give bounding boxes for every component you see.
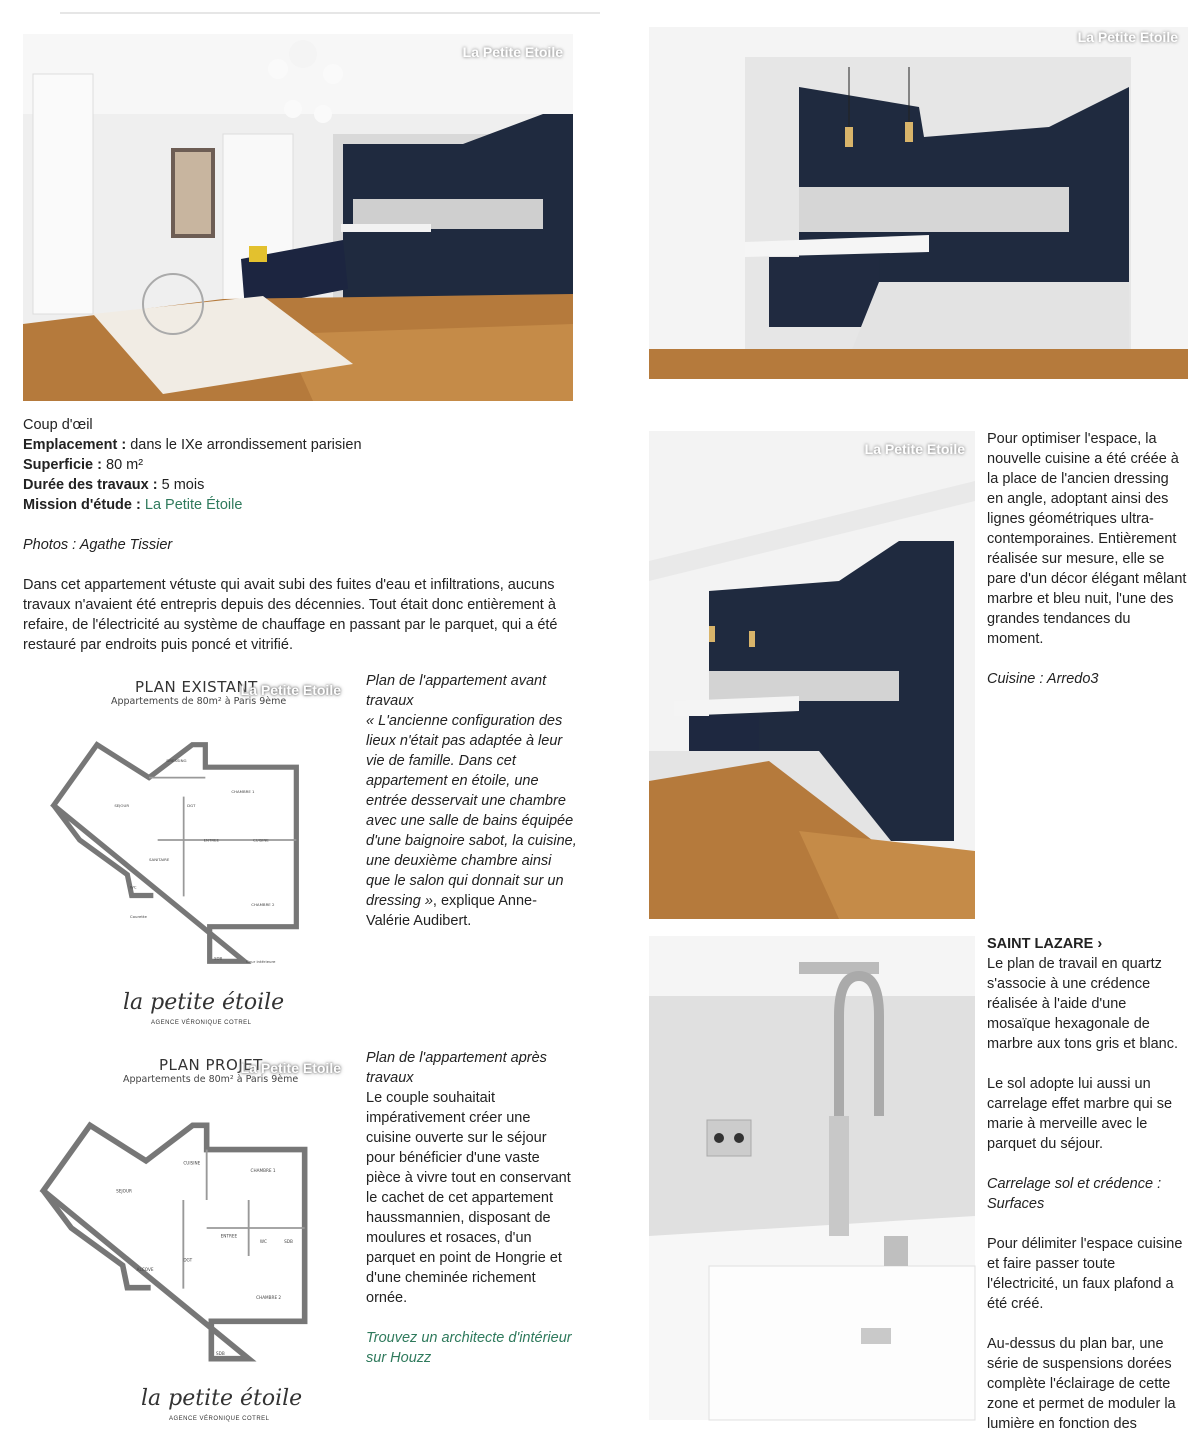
- room-label: SEJOUR: [114, 803, 130, 809]
- location-value: dans le IXe arrondissement parisien: [130, 437, 362, 453]
- plan-before-subtitle: Appartements de 80m² à Paris 9ème: [111, 696, 287, 707]
- room-label: ENTREE: [203, 837, 219, 843]
- lazare-paragraph-2: Le sol adopte lui aussi un carrelage effet marbre qui se marie à merveille avec le parquet du séjour.: [987, 1076, 1173, 1152]
- intro-paragraph: Dans cet appartement vétuste qui avait subi des fuites d'eau et infiltrations, aucuns travaux n'avaient été entrepris depuis des décennies. Tout était donc entièrement à refaire, de l'électricité au système de chauffage en passant par le parquet, qui a été restauré par endroits puis poncé et vitrifié.: [23, 577, 558, 653]
- room-label: SDB: [284, 1238, 293, 1244]
- plan-before-image: [23, 672, 353, 1032]
- room-label: CUISINE: [183, 1160, 201, 1166]
- room-label: CHAMBRE 1: [231, 789, 255, 795]
- watermark: La Petite Etoile: [240, 682, 341, 698]
- plan-before-author: , explique Anne-Valérie Audibert.: [366, 893, 537, 929]
- glance-heading: Coup d'œil: [23, 417, 93, 433]
- top-divider: [60, 12, 600, 14]
- plan-before-brand: la petite étoile: [123, 990, 285, 1015]
- plan-before-caption-title: Plan de l'appartement avant travaux: [366, 673, 547, 709]
- watermark: La Petite Etoile: [1077, 29, 1178, 45]
- plan-after-caption-body: Le couple souhaitait impérativement créer une cuisine ouverte sur le séjour pour bénéficier d'une vaste pièce à vivre tout en conservant le cachet de cet appartement haussmannien, disposant de moulures et rosaces, d'un parquet en point de Hongrie et d'une cheminée richement ornée.: [366, 1090, 571, 1306]
- room-label: WC: [259, 1238, 267, 1244]
- location-label: Emplacement :: [23, 437, 127, 453]
- lazare-paragraph-1: Le plan de travail en quartz s'associe à une crédence réalisée à l'aide d'une mosaïque hexagonale de marbre aux tons gris et blanc.: [987, 956, 1179, 1052]
- plan-after-image: [23, 1050, 353, 1428]
- saint-lazare-text: [987, 934, 1187, 1432]
- plan-before-caption: [366, 671, 578, 931]
- saint-lazare-link[interactable]: [987, 934, 1187, 954]
- room-label: CUISINE: [253, 837, 269, 843]
- room-label: CHAMBRE 2: [256, 1294, 282, 1300]
- room-label: SEJOUR: [116, 1188, 132, 1194]
- faucet-photo: [649, 936, 975, 1420]
- room-label: SANITAIRE: [149, 856, 170, 862]
- plan-after-subtitle: Appartements de 80m² à Paris 9ème: [123, 1074, 299, 1085]
- watermark: La Petite Etoile: [240, 1060, 341, 1076]
- lazare-tile-credit: Carrelage sol et crédence : Surfaces: [987, 1176, 1162, 1212]
- plan-after-title: PLAN PROJET: [159, 1056, 263, 1074]
- room-label: ALCOVE: [136, 1266, 154, 1272]
- room-label: Cour intérieure: [246, 959, 276, 965]
- saint-lazare-label: SAINT LAZARE: [987, 936, 1094, 952]
- room-label: Courette: [129, 914, 147, 919]
- plan-before-agency: AGENCE VÉRONIQUE COTREL: [151, 1020, 252, 1026]
- kitchen-credit: Cuisine : Arredo3: [987, 671, 1099, 687]
- find-architect-link[interactable]: Trouvez un architecte d'intérieur sur Houzz: [366, 1330, 572, 1366]
- room-label: SDB: [216, 1350, 225, 1356]
- mission-link[interactable]: La Petite Étoile: [144, 497, 243, 513]
- room-label: ENTREE: [220, 1233, 238, 1239]
- room-label: WC: [129, 884, 137, 890]
- plan-before-quote: « L'ancienne configuration des lieux n'était pas adaptée à leur vie de famille. Dans cet appartement en étoile, une entrée desservait une chambre avec une salle de bains équipée d'une baignoire sabot, la cuisine, une deuxième chambre ainsi que le salon qui donnait sur un dressing »: [366, 713, 577, 909]
- plan-after-caption: [366, 1048, 578, 1368]
- photo-credit: Photos : Agathe Tissier: [23, 537, 173, 553]
- lazare-paragraph-4: Pour délimiter l'espace cuisine et faire passer toute l'électricité, un faux plafond a été créé.: [987, 1236, 1183, 1312]
- plan-after-agency: AGENCE VÉRONIQUE COTREL: [169, 1416, 270, 1422]
- room-label: CHAMBRE 2: [251, 901, 275, 907]
- area-value: 80 m²: [106, 457, 144, 473]
- kitchen-photo: [649, 27, 1188, 379]
- kitchen-text: [987, 429, 1187, 689]
- lazare-paragraph-5: Au-dessus du plan bar, une série de suspensions dorées complète l'éclairage de cette zone et permet de moduler la lumière en fonction des: [987, 1336, 1176, 1432]
- kitchen-corner-photo: [649, 431, 975, 919]
- room-label: CHAMBRE 1: [250, 1168, 276, 1173]
- glance-block: [23, 415, 583, 655]
- mission-label: Mission d'étude :: [23, 497, 141, 513]
- watermark: La Petite Etoile: [864, 441, 965, 457]
- plan-after-brand: la petite étoile: [141, 1386, 303, 1411]
- kitchen-paragraph: Pour optimiser l'espace, la nouvelle cuisine a été créée à la place de l'ancien dressing en angle, adoptant ainsi des lignes géométriques ultra-contemporaines. Entièrement réalisée sur mesure, elle se pare d'un décor élégant mêlant marbre et bleu nuit, l'une des grandes tendances du moment.: [987, 431, 1187, 647]
- room-label: SDB: [214, 955, 223, 961]
- living-room-photo: [23, 34, 573, 401]
- room-label: DRESSING: [166, 758, 187, 763]
- duration-label: Durée des travaux :: [23, 477, 158, 493]
- room-label: DGT: [183, 1257, 193, 1263]
- chevron-right-icon: ›: [1097, 936, 1103, 952]
- duration-value: 5 mois: [161, 477, 205, 493]
- plan-after-caption-title: Plan de l'appartement après travaux: [366, 1050, 547, 1086]
- plan-before-title: PLAN EXISTANT: [135, 678, 258, 696]
- watermark: La Petite Etoile: [462, 44, 563, 60]
- area-label: Superficie :: [23, 457, 102, 473]
- room-label: DGT: [187, 803, 196, 809]
